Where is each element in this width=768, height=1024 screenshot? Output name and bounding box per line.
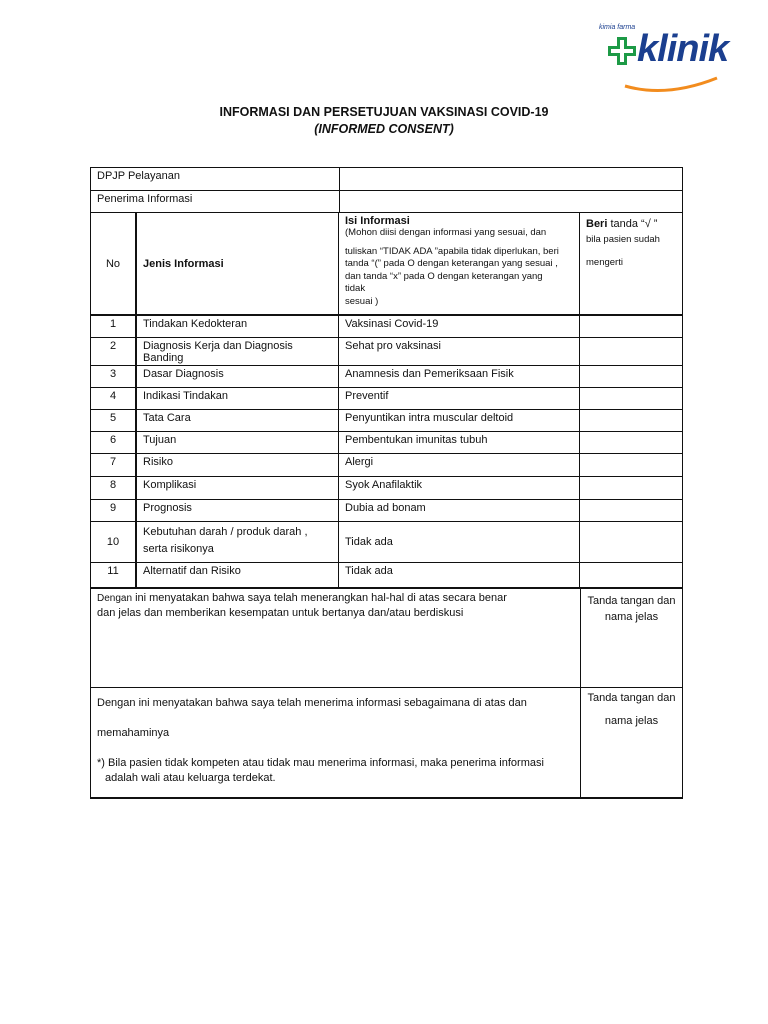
doctor-signature-cell[interactable]: Tanda tangan dan nama jelas (587, 595, 676, 623)
header-isi-line2: tuliskan “TIDAK ADA ”apabila tidak diperlukan, beri (345, 245, 559, 257)
row-check-cell[interactable] (580, 388, 681, 409)
logo-brand-text: kimia farma (599, 24, 636, 31)
row-no: 9 (91, 500, 137, 521)
row-jenis: Kebutuhan darah / produk darah , serta risikonya (137, 522, 339, 562)
header-isi-line5: tidak (345, 283, 366, 294)
row-jenis: Diagnosis Kerja dan Diagnosis Banding (137, 338, 339, 365)
header-no: No (91, 213, 137, 314)
row-isi: Syok Anafilaktik (339, 477, 580, 499)
row-jenis: Alternatif dan Risiko (137, 563, 339, 587)
row-no: 3 (91, 366, 137, 387)
statement-patient-row (91, 688, 682, 797)
header-isi-line1: (Mohon diisi dengan informasi yang sesuai, dan (345, 227, 547, 238)
row-isi: Tidak ada (339, 563, 580, 587)
table-row (91, 522, 682, 563)
penerima-field[interactable] (340, 191, 682, 212)
row-no: 4 (91, 388, 137, 409)
row-jenis: Dasar Diagnosis (137, 366, 339, 387)
dpjp-field[interactable] (340, 168, 682, 190)
row-isi: Alergi (339, 454, 580, 476)
row-isi: Sehat pro vaksinasi (339, 338, 580, 365)
table-row (91, 338, 682, 366)
statement-doctor-text (91, 589, 581, 687)
row-no: 11 (91, 563, 137, 587)
table-row (91, 432, 682, 454)
table-row (91, 454, 682, 477)
klinik-logo (597, 18, 732, 98)
row-jenis: Tujuan (137, 432, 339, 453)
row-jenis: Komplikasi (137, 477, 339, 499)
table-header-row (91, 213, 682, 316)
row-isi: Vaksinasi Covid-19 (339, 316, 580, 337)
header-jenis: Jenis Informasi (137, 213, 339, 314)
row-check-cell[interactable] (580, 366, 681, 387)
row-no: 1 (91, 316, 137, 337)
statement-doctor-rest: ini menyatakan bahwa saya telah menerangkan hal-hal di atas secara benar (132, 592, 507, 604)
row-no: 2 (91, 338, 137, 365)
row-no: 7 (91, 454, 137, 476)
row-no: 10 (91, 522, 137, 562)
logo-word: klinik (637, 28, 729, 70)
table-row (91, 316, 682, 338)
header-beri-rest: tanda “√ ” (607, 218, 658, 230)
patient-sign-line2: nama jelas (604, 715, 659, 727)
table-row (91, 500, 682, 522)
row-check-cell[interactable] (580, 338, 681, 365)
row-isi: Pembentukan imunitas tubuh (339, 432, 580, 453)
row-isi: Penyuntikan intra muscular deltoid (339, 410, 580, 431)
penerima-label: Penerima Informasi (91, 191, 340, 212)
statement-patient-line2: memahaminya (97, 727, 170, 739)
row-no: 8 (91, 477, 137, 499)
header-isi (339, 213, 580, 314)
plus-cross-icon (607, 36, 637, 66)
statement-patient-line1: Dengan ini menyatakan bahwa saya telah menerima informasi sebagaimana di atas dan (97, 697, 527, 709)
row-jenis: Indikasi Tindakan (137, 388, 339, 409)
table-row (91, 563, 682, 589)
statement-note-line1: *) Bila pasien tidak kompeten atau tidak mau menerima informasi, maka penerima informasi (97, 757, 544, 769)
row-jenis: Tata Cara (137, 410, 339, 431)
dpjp-label: DPJP Pelayanan (91, 168, 340, 190)
statement-patient-text (91, 688, 581, 797)
document-subtitle: (INFORMED CONSENT) (314, 122, 454, 136)
row-check-cell[interactable] (580, 432, 681, 453)
header-beri-line3: mengerti (586, 256, 623, 268)
document-title: INFORMASI DAN PERSETUJUAN VAKSINASI COVID-19 (219, 105, 549, 119)
patient-sign-line1: Tanda tangan dan (587, 692, 676, 704)
row-isi: Dubia ad bonam (339, 500, 580, 521)
row-check-cell[interactable] (580, 316, 681, 337)
row-check-cell[interactable] (580, 563, 681, 587)
statement-doctor-line2: dan jelas dan memberikan kesempatan untuk bertanya dan/atau berdiskusi (97, 607, 464, 619)
row-no: 6 (91, 432, 137, 453)
table-row (91, 477, 682, 500)
row-isi: Tidak ada (339, 522, 580, 562)
header-beri (580, 213, 681, 314)
statement-doctor-row (91, 589, 682, 688)
row-jenis: Prognosis (137, 500, 339, 521)
penerima-row (91, 191, 682, 213)
table-row (91, 366, 682, 388)
header-isi-line4: dan tanda “x” pada O dengan keterangan yang (345, 270, 543, 282)
table-row (91, 410, 682, 432)
row-jenis: Tindakan Kedokteran (137, 316, 339, 337)
row-check-cell[interactable] (580, 477, 681, 499)
row-check-cell[interactable] (580, 454, 681, 476)
header-isi-title: Isi Informasi (345, 215, 410, 227)
row-no: 5 (91, 410, 137, 431)
row-check-cell[interactable] (580, 500, 681, 521)
patient-signature-cell[interactable] (581, 688, 682, 797)
dpjp-row (91, 168, 682, 191)
row-jenis: Risiko (137, 454, 339, 476)
row-isi: Anamnesis dan Pemeriksaan Fisik (339, 366, 580, 387)
row-check-cell[interactable] (580, 522, 681, 562)
row-check-cell[interactable] (580, 410, 681, 431)
header-isi-line3: tanda “(” pada O dengan keterangan yang sesuai , (345, 258, 558, 269)
header-isi-line6: sesuai ) (345, 295, 379, 307)
row-isi: Preventif (339, 388, 580, 409)
header-beri-line2: bila pasien sudah (586, 234, 660, 245)
header-beri-bold: Beri (586, 218, 608, 230)
statement-note-line2: adalah wali atau keluarga terdekat. (105, 772, 276, 784)
table-row (91, 388, 682, 410)
consent-form-table (90, 167, 683, 799)
statement-doctor-start: Dengan (97, 593, 133, 604)
